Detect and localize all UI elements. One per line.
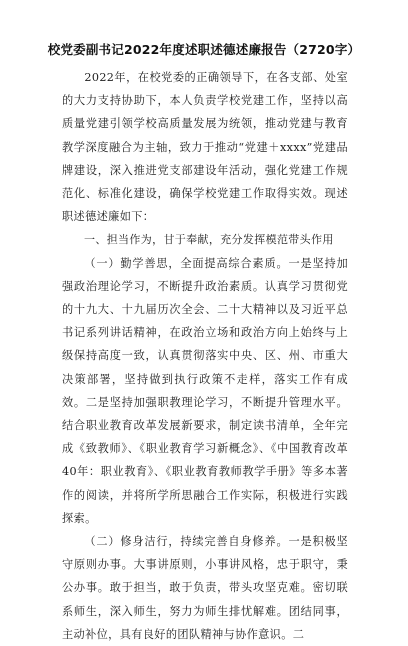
document-title: 校党委副书记2022年度述职述德述廉报告（2720字） [47,42,361,57]
section-heading: 一、担当作为，甘于奉献，充分发挥模范带头作用 [84,233,334,247]
paragraph-cultivation: （二）修身洁行，持续完善自身修养。一是积极坚守原则办事。大事讲原则，小事讲风格，忠于职守，秉公办事。敢于担当，敢于负责，带头攻坚克难。密切联系师生，深入师生，努力为师生排忧解难。团结同事，主动补位，具有良好的团队精神与协作意识。二 [62,535,348,641]
paragraph-study: （一）勤学善思，全面提高综合素质。一是坚持加强政治理论学习，不断提升政治素质。认真学习贯彻党的十九大、十九届历次全会、二十大精神以及习近平总书记系列讲话精神，在政治立场和政治方向上始终与上级保持高度一致，认真贯彻落实中央、区、州、市重大决策部署，坚持做到执行政策不走样，落实工作有成效。二是坚持加强职教理论学习，不断提升管理水平。结合职业教育改革发展新要求，制定读书清单，全年完成《致教师》、《职业教育学习新概念》、《中国教育改革40年：职业教育》、《职业教育教师教学手册》等多本著作的阅读，并将所学所思融合工作实际，积极进行实践探索。 [62,256,348,525]
paragraph-intro: 2022年，在校党委的正确领导下，在各支部、处室的大力支持协助下，本人负责学校党建工作，坚持以高质量党建引领学校高质量发展为统领，推动党建与教育教学深度融合为主轴，致力于推动“党建＋xxxx”党建品牌建设，深入推进党支部建设年活动，强化党建工作规范化、标准化建设，确保学校党建工作取得实效。现述职述德述廉如下： [62,71,348,224]
document-body [62,66,348,646]
